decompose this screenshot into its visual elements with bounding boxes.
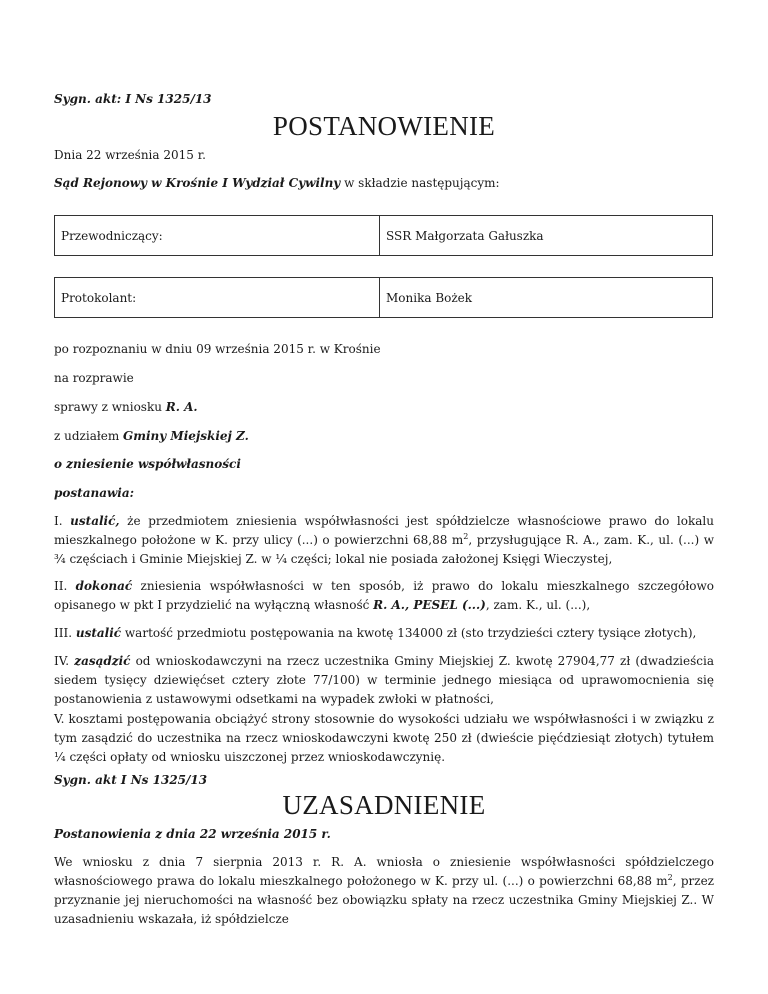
point-text: kosztami postępowania obciążyć strony stosownie do wysokości udziału we współwłasności i w związku z tym zasądzić do uczestnika na rzecz wnioskodawczyni kwotę 250 zł (dwieście pięćdziesiąt złotych) tytułem ¼ części opłaty od wniosku uiszczonej przez wnioskodawczynię.: [54, 712, 714, 764]
point-text-cont: , zam. K., ul. (...),: [485, 598, 591, 612]
decides-heading: postanawia:: [54, 486, 135, 500]
beneficiary-name: R. A., PESEL (...): [373, 598, 486, 612]
chair-label: Przewodniczący:: [55, 216, 380, 255]
case-signature-reasons: Sygn. akt I Ns 1325/13: [54, 773, 208, 787]
point-3: [54, 624, 714, 643]
point-verb: zasądzić: [74, 654, 131, 668]
intro-line-2: na rozprawie: [54, 371, 134, 385]
point-number: I.: [54, 514, 71, 528]
clerk-value: Monika Bożek: [386, 290, 473, 305]
point-text-cont: , przysługujące R. A., zam. K., ul. (...) w ¾ częściach i Gminie Miejskiej Z. w ¼ części; lokal nie posiada założonej Księgi Wieczystej,: [54, 533, 714, 566]
point-verb: ustalić: [75, 626, 122, 640]
superscript: 2: [463, 532, 469, 541]
superscript: 2: [667, 873, 673, 882]
applicant-name: R. A.: [165, 400, 198, 414]
point-text: zniesienia współwłasności w ten sposób, iż prawo do lokalu mieszkalnego szczegółowo opisanego w pkt I przydzielić na wyłączną własność: [54, 579, 715, 612]
case-signature-top: Sygn. akt: I Ns 1325/13: [54, 92, 212, 106]
point-text: wartość przedmiotu postępowania na kwotę 134000 zł (sto trzydzieści cztery tysiące złotych),: [121, 626, 697, 640]
court-line: [54, 174, 714, 193]
point-5: [54, 710, 714, 767]
intro-line-1: po rozpoznaniu w dniu 09 września 2015 r. w Krośnie: [54, 342, 381, 356]
participant-prefix: z udziałem: [54, 429, 124, 443]
chair-row: [54, 215, 713, 256]
applicant-prefix: sprawy z wniosku: [54, 400, 166, 414]
point-number: III.: [54, 626, 76, 640]
point-4: [54, 652, 714, 709]
reasons-title: UZASADNIENIE: [282, 790, 486, 820]
point-number: II.: [54, 579, 76, 593]
reasons-subtitle: Postanowienia z dnia 22 września 2015 r.: [54, 827, 331, 841]
clerk-label: Protokolant:: [55, 278, 380, 317]
point-1: [54, 512, 714, 569]
point-verb: dokonać: [75, 579, 133, 593]
intro-line-3: [54, 398, 714, 417]
intro-line-4: [54, 427, 714, 446]
point-verb: ustalić,: [70, 514, 120, 528]
point-2: [54, 577, 714, 615]
reasons-paragraph: [54, 853, 714, 929]
point-text: od wnioskodawczyni na rzecz uczestnika Gminy Miejskiej Z. kwotę 27904,77 zł (dwadzieścia siedem tysięcy dziewięćset cztery złote 77/100) w terminie jednego miesiąca od uprawomocnienia się postanowienia z ustawowymi odsetkami na wypadek zwłoki w płatności,: [54, 654, 714, 706]
point-number: IV.: [54, 654, 75, 668]
case-subject: o zniesienie współwłasności: [54, 457, 241, 471]
date-line: Dnia 22 września 2015 r.: [54, 148, 206, 162]
court-rest: w składzie następującym:: [340, 176, 500, 190]
clerk-row: [54, 277, 713, 318]
document-title: POSTANOWIENIE: [272, 111, 496, 141]
participant-name: Gminy Miejskiej Z.: [123, 429, 249, 443]
chair-value: SSR Małgorzata Gałuszka: [386, 228, 544, 243]
point-number: V.: [54, 712, 69, 726]
point-text: że przedmiotem zniesienia współwłasności jest spółdzielcze własnościowe prawo do lokalu mieszkalnego położone w K. przy ulicy (...) o powierzchni 68,88 m: [54, 514, 714, 547]
reasons-text: We wniosku z dnia 7 sierpnia 2013 r. R. A. wniosła o zniesienie współwłasności spółdzielczego własnościowego prawa do lokalu mieszkalnego położonego w K. przy ul. (...) o powierzchni 68,88 m: [54, 855, 714, 888]
court-name: Sąd Rejonowy w Krośnie I Wydział Cywilny: [54, 176, 341, 190]
reasons-text-cont: , przez przyznanie jej nieruchomości na własność bez obowiązku spłaty na rzecz uczestnika Gminy Miejskiej Z.. W uzasadnieniu wskazała, iż spółdzielcze: [54, 874, 714, 926]
